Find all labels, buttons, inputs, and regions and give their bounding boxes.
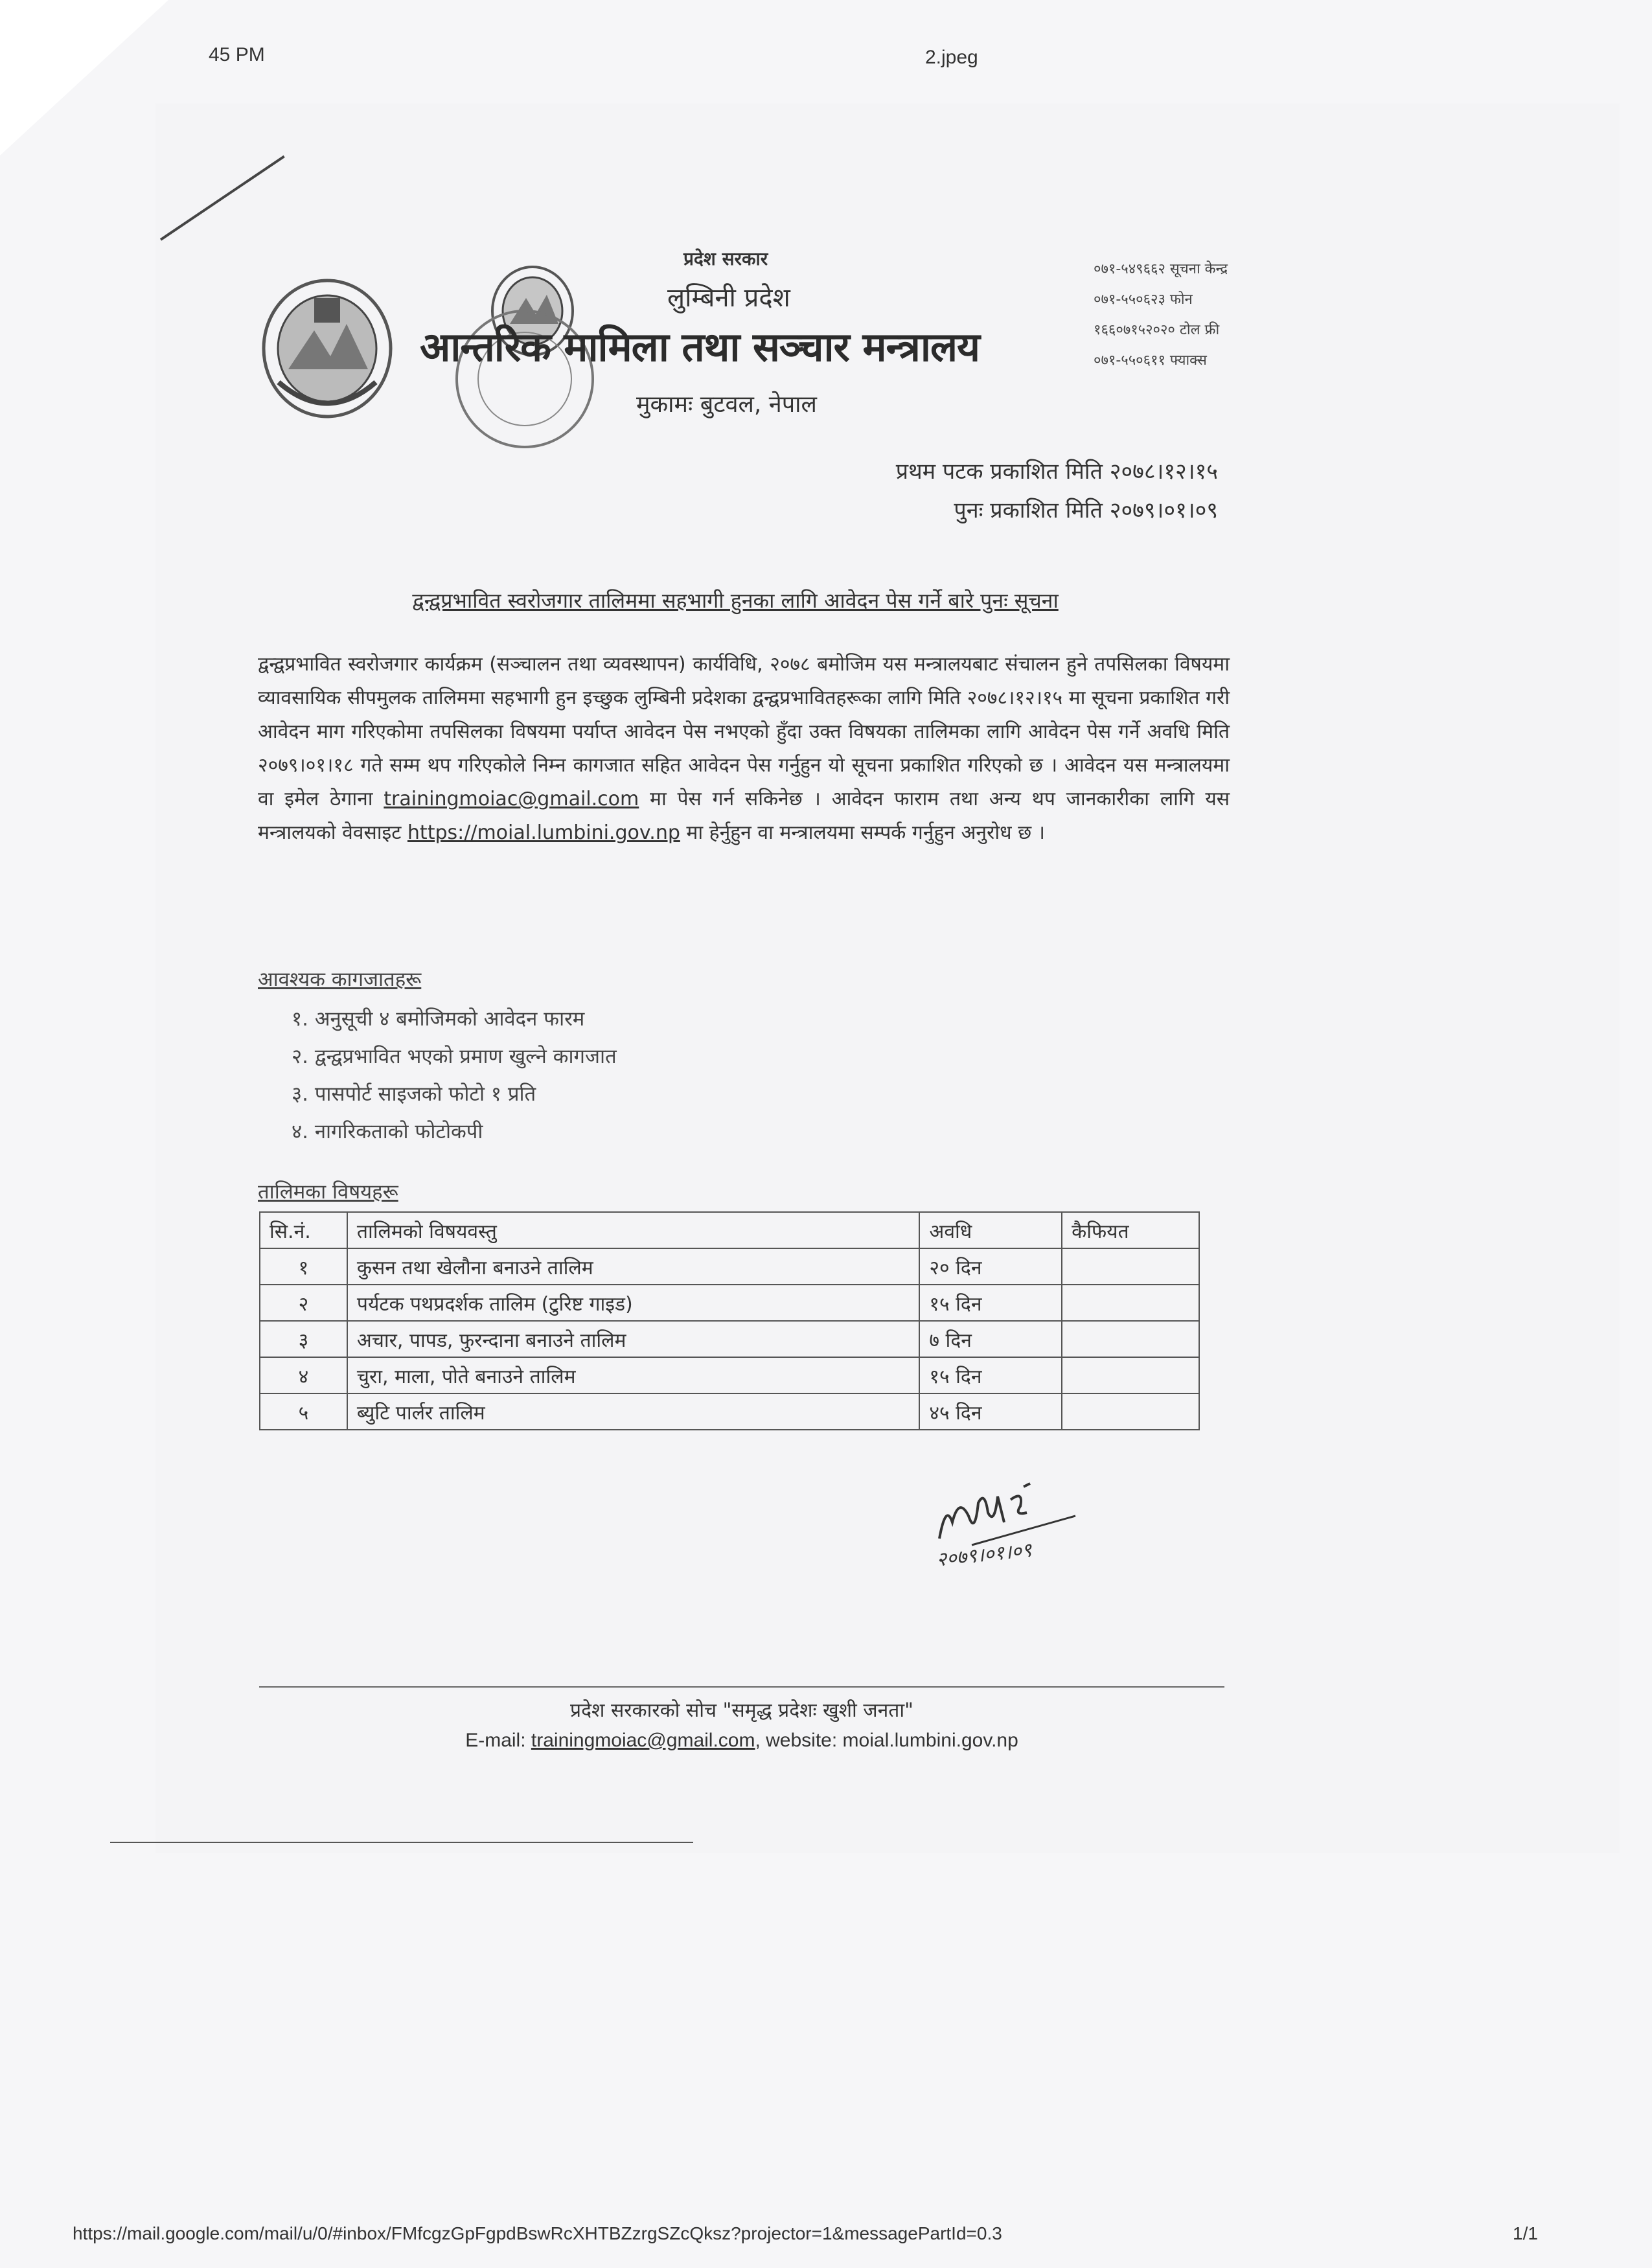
table-row <box>260 1393 1199 1430</box>
cell-subject: अचार, पापड, फुरन्दाना बनाउने तालिम <box>347 1321 920 1357</box>
cell-duration: ४५ दिन <box>919 1393 1062 1430</box>
table-header-row <box>260 1212 1199 1248</box>
table-row <box>260 1357 1199 1393</box>
cell-duration: ७ दिन <box>919 1321 1062 1357</box>
cell-duration: २० दिन <box>919 1248 1062 1285</box>
notice-body <box>258 648 1230 850</box>
footer-website-link[interactable]: moial.lumbini.gov.np <box>842 1730 1018 1751</box>
footer-website-label: , website: <box>755 1730 838 1751</box>
body-email-link[interactable]: trainingmoiac@gmail.com <box>384 788 639 810</box>
province-label: लुम्बिनी प्रदेश <box>667 283 790 313</box>
cell-remarks <box>1062 1248 1199 1285</box>
documents-title: आवश्यक कागजातहरू <box>258 968 422 991</box>
print-url: https://mail.google.com/mail/u/0/#inbox/FMfcgzGpFgpdBswRcXHTBZzrgSZcQksz?projector=1&messagePartId=0.3 <box>73 2223 1002 2243</box>
cell-serial: ३ <box>260 1321 347 1357</box>
footer-contact <box>259 1730 1224 1752</box>
document-item: ३. पासपोर्ट साइजको फोटो १ प्रति <box>292 1082 536 1106</box>
cell-remarks <box>1062 1285 1199 1321</box>
trainings-table <box>259 1211 1200 1430</box>
ministry-title: आन्तरिक मामिला तथा सञ्चार मन्त्रालय <box>420 323 980 371</box>
cell-duration: १५ दिन <box>919 1357 1062 1393</box>
cell-serial: २ <box>260 1285 347 1321</box>
publication-dates <box>713 452 1218 530</box>
ministry-location: मुकामः बुटवल, नेपाल <box>636 391 817 418</box>
header-duration: अवधि <box>919 1212 1062 1248</box>
contact-phone: ०७१-५५०६२३ फोन <box>1094 292 1193 308</box>
government-label: प्रदेश सरकार <box>683 248 768 269</box>
nepal-emblem-logo <box>259 272 395 421</box>
contact-info-center: ०७१-५४९६६२ सूचना केन्द्र <box>1094 261 1228 277</box>
footer-email-label: E-mail: <box>465 1730 526 1751</box>
cell-serial: ५ <box>260 1393 347 1430</box>
cell-remarks <box>1062 1393 1199 1430</box>
contact-fax: ०७१-५५०६११ फ्याक्स <box>1094 352 1207 369</box>
trainings-title: तालिमका विषयहरू <box>258 1180 398 1204</box>
contact-block <box>1094 254 1228 376</box>
table-row <box>260 1321 1199 1357</box>
documents-list <box>292 1000 617 1151</box>
print-time: 45 PM <box>209 44 265 65</box>
signature-date: २०७९।०१।०९ <box>935 1539 1033 1572</box>
table-row <box>260 1285 1199 1321</box>
folded-corner <box>0 0 168 155</box>
header-serial: सि.नं. <box>260 1212 347 1248</box>
republished-date: पुनः प्रकाशित मिति २०७९।०१।०९ <box>954 498 1218 523</box>
body-website-link[interactable]: https://moial.lumbini.gov.np <box>407 821 680 844</box>
cell-duration: १५ दिन <box>919 1285 1062 1321</box>
cell-subject: चुरा, माला, पोते बनाउने तालिम <box>347 1357 920 1393</box>
print-filename: 2.jpeg <box>925 47 978 68</box>
contact-toll-free: १६६०७१५२०२० टोल फ्री <box>1094 322 1220 338</box>
document-item: ४. नागरिकताको फोटोकपी <box>292 1120 483 1143</box>
document-item: १. अनुसूची ४ बमोजिमको आवेदन फारम <box>292 1007 585 1031</box>
cell-serial: ४ <box>260 1357 347 1393</box>
cell-remarks <box>1062 1357 1199 1393</box>
scan-edge-line <box>110 1842 693 1843</box>
cell-serial: १ <box>260 1248 347 1285</box>
first-published-date: प्रथम पटक प्रकाशित मिति २०७८।१२।१५ <box>895 459 1218 485</box>
cell-remarks <box>1062 1321 1199 1357</box>
header-remarks: कैफियत <box>1062 1212 1199 1248</box>
notice-body-part2: मा पेस गर्न सकिनेछ । आवेदन फाराम तथा अन्य थप जानकारीका लागि यस मन्त्रालयको वेवसाइट <box>258 788 1230 844</box>
cell-subject: पर्यटक पथप्रदर्शक तालिम (टुरिष्ट गाइड) <box>347 1285 920 1321</box>
notice-title: द्वन्द्वप्रभावित स्वरोजगार तालिममा सहभागी हुनका लागि आवेदन पेस गर्ने बारे पुनः सूचना <box>412 588 1059 613</box>
footer-email-link[interactable]: trainingmoiac@gmail.com <box>531 1730 755 1751</box>
cell-subject: ब्युटि पार्लर तालिम <box>347 1393 920 1430</box>
table-row <box>260 1248 1199 1285</box>
notice-body-part3: मा हेर्नुहुन वा मन्त्रालयमा सम्पर्क गर्नुहुन अनुरोध छ । <box>686 821 1046 844</box>
print-page-number: 1/1 <box>1513 2223 1538 2243</box>
footer-divider <box>259 1686 1224 1688</box>
header-subject: तालिमको विषयवस्तु <box>347 1212 920 1248</box>
cell-subject: कुसन तथा खेलौना बनाउने तालिम <box>347 1248 920 1285</box>
footer-slogan: प्रदेश सरकारको सोच "समृद्ध प्रदेशः खुशी जनता" <box>570 1699 913 1722</box>
document-item: २. द्वन्द्वप्रभावित भएको प्रमाण खुल्ने कागजात <box>292 1045 617 1068</box>
notice-body-part1: द्वन्द्वप्रभावित स्वरोजगार कार्यक्रम (सञ्चालन तथा व्यवस्थापन) कार्यविधि, २०७८ बमोजिम यस मन्त्रालयबाट संचालन हुने तपसिलका विषयमा व्यावसायिक सीपमुलक तालिममा सहभागी हुन इच्छुक लुम्बिनी प्रदेशका द्वन्द्वप्रभावितहरूका लागि मिति २०७८।१२।१५ मा सूचना प्रकाशित गरी आवेदन माग गरिएकोमा तपसिलका विषयमा पर्याप्त आवेदन पेस नभएको हुँदा उक्त विषयका तालिमका लागि आवेदन पेस गर्ने अवधि मिति २०७९।०१।१८ गते सम्म थप गरिएकोले निम्न कागजात सहित आवेदन पेस गर्नुहुन यो सूचना प्रकाशित गरिएको छ । आवेदन यस मन्त्रालयमा वा इमेल ठेगाना <box>258 653 1230 810</box>
